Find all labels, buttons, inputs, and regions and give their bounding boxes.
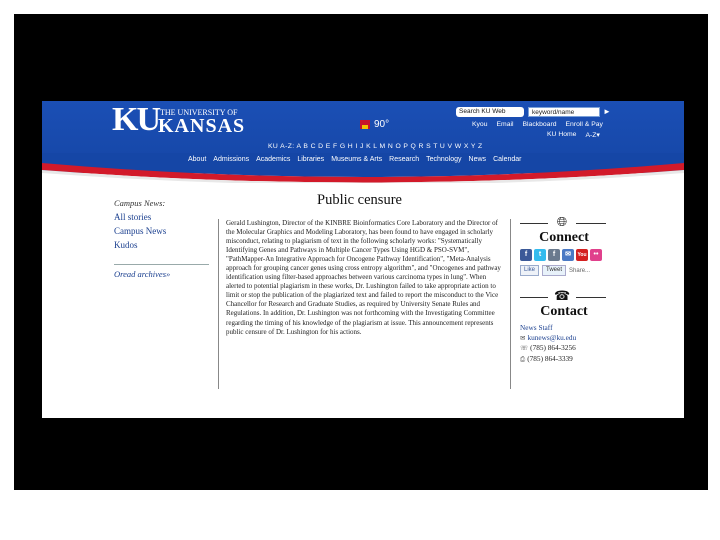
weather-icon xyxy=(360,120,370,129)
news-staff-link[interactable]: News Staff xyxy=(520,323,553,332)
util-link-email[interactable]: Email xyxy=(496,121,514,128)
sidebar-item-campus-news[interactable]: Campus News xyxy=(114,226,167,236)
main-nav xyxy=(188,156,521,163)
article-body: Gerald Lushington, Director of the KINBRE Bioinformatics Core Laboratory and the Director of the Molecular Graphics and Modeling Laboratory, has been found to have engaged in scholarly misconduct, relating to plagiarism of text in the following scholarly works: "Systematically Identifying Genes and Pathways in Multiple Cancer Types Using HGD & PSO-SVM", "PathMapper-An Integrative Approach for Oncogene Pathway Identification", "Meta-Analysis approach for grouping cancer genes using cross entropy algorithm", and "Oncogenes and pathway identification using filter-based approaches between various carcinoma types in lung". When alerted to potential plagiarism in these works, Dr. Lushington failed to take appropriate action to limit or stop the publication of the plagiarized text and failed to report the misconduct to the Vice Chancellor for Research and Graduate Studies, as required by University Senate Rules and Regulations. In addition, Dr. Lushington was not forthcoming with the Investigating Committee regarding the timing of his knowledge of the plagiarism at issue. This announcement represents public censure of Dr. Lushington for his actions. xyxy=(226,219,501,336)
facebook-like-button[interactable]: Like xyxy=(520,265,539,276)
nav-about[interactable]: About xyxy=(188,156,207,163)
util-link-ku-home[interactable]: KU Home xyxy=(547,131,577,138)
browser-screenshot xyxy=(42,101,684,418)
temperature: 90° xyxy=(374,119,390,130)
contact-divider xyxy=(516,289,612,305)
contact-title: Contact xyxy=(540,304,588,319)
logo-kansas: KANSAS xyxy=(158,115,246,137)
email-icon[interactable]: ✉ xyxy=(562,249,574,261)
column-divider-right xyxy=(510,219,511,389)
util-link-enroll[interactable]: Enroll & Pay xyxy=(565,121,603,128)
search-scope-select[interactable]: Search KU Web xyxy=(456,107,524,117)
util-link-a-z[interactable]: A-Z▾ xyxy=(585,132,600,139)
right-column xyxy=(516,215,612,364)
sidebar xyxy=(114,198,209,279)
sidebar-item-kudos[interactable]: Kudos xyxy=(114,240,138,250)
globe-icon: 🌐︎ xyxy=(556,215,568,230)
logo-ku: KU xyxy=(112,101,159,138)
fax-icon: ⎙ xyxy=(520,354,526,363)
search-go-icon[interactable]: ► xyxy=(603,107,611,116)
phone-small-icon: ☏ xyxy=(520,344,529,352)
connect-divider xyxy=(516,215,612,231)
column-divider-left xyxy=(218,219,219,389)
nav-academics[interactable]: Academics xyxy=(256,156,291,163)
logo-university: THE UNIVERSITY OF xyxy=(160,108,238,117)
nav-calendar[interactable]: Calendar xyxy=(493,156,522,163)
sidebar-heading: Campus News: xyxy=(114,198,166,208)
contact-details xyxy=(520,323,612,364)
phone-number: (785) 864-3256 xyxy=(530,343,576,352)
contact-block xyxy=(516,289,612,364)
oread-archives-link[interactable]: Oread archives» xyxy=(114,269,171,279)
email-link[interactable]: kunews@ku.edu xyxy=(527,332,577,342)
search-input[interactable]: keyword/name xyxy=(528,107,600,117)
flickr-icon[interactable]: •• xyxy=(590,249,602,261)
nav-museums-arts[interactable]: Museums & Arts xyxy=(331,156,383,163)
site-header xyxy=(42,101,684,173)
share-buttons xyxy=(520,265,612,276)
util-link-kyou[interactable]: Kyou xyxy=(472,121,488,128)
tweet-button[interactable]: Tweet xyxy=(542,265,566,276)
weather[interactable] xyxy=(360,119,389,130)
nav-news[interactable]: News xyxy=(468,156,487,163)
connect-title: Connect xyxy=(539,230,589,245)
page-title: Public censure xyxy=(317,192,402,208)
nav-technology[interactable]: Technology xyxy=(426,156,462,163)
ku-logo[interactable] xyxy=(112,101,246,138)
nav-admissions[interactable]: Admissions xyxy=(213,156,250,163)
sidebar-item-all-stories[interactable]: All stories xyxy=(114,212,152,222)
photos-icon[interactable]: f xyxy=(548,249,560,261)
utility-links xyxy=(472,121,603,128)
facebook-icon[interactable]: f xyxy=(520,249,532,261)
sidebar-divider xyxy=(114,264,209,265)
utility-links-2 xyxy=(547,131,600,139)
envelope-icon: ✉ xyxy=(520,333,526,342)
phone-icon: ☎ xyxy=(554,289,571,304)
social-icons xyxy=(520,249,612,261)
share-link[interactable]: Share... xyxy=(569,267,591,274)
youtube-icon[interactable]: You xyxy=(576,249,588,261)
az-index-bar[interactable]: KU A-Z: A B C D E F G H I J K L M N O P Q R S T U V W X Y Z xyxy=(268,143,483,150)
fax-number: (785) 864-3339 xyxy=(527,353,573,363)
util-link-blackboard[interactable]: Blackboard xyxy=(522,121,557,128)
twitter-icon[interactable]: t xyxy=(534,249,546,261)
nav-libraries[interactable]: Libraries xyxy=(297,156,325,163)
nav-research[interactable]: Research xyxy=(389,156,420,163)
